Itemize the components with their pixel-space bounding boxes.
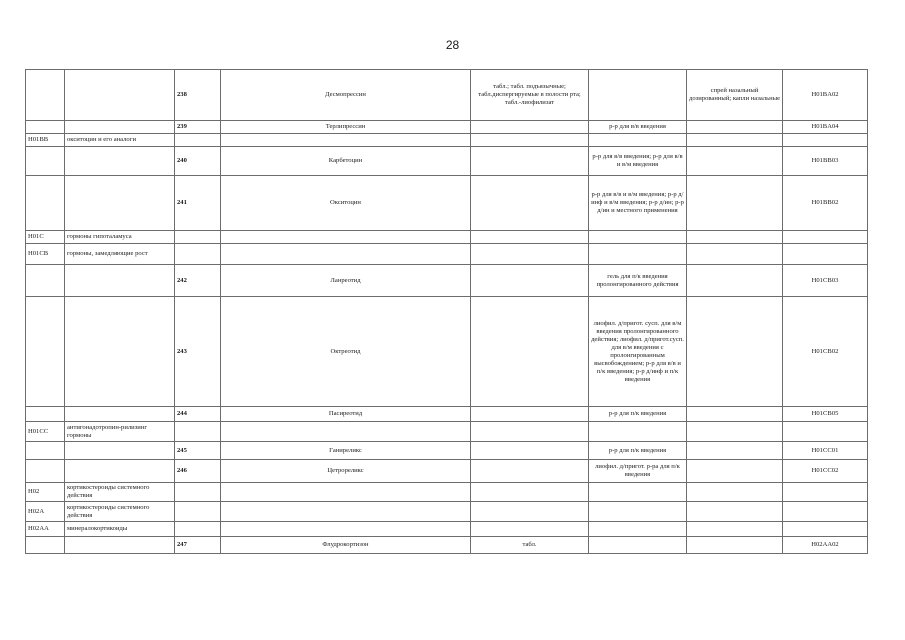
table-row — [26, 483, 868, 502]
table-row — [26, 134, 868, 147]
dosage-form-1 — [471, 483, 589, 502]
drug-name: Флудрокортизон — [221, 537, 471, 554]
row-number — [175, 244, 221, 265]
dosage-form-1 — [471, 121, 589, 134]
group-name: гормоны, замедляющие рост — [65, 244, 175, 265]
table-row — [26, 176, 868, 231]
atc-group-code — [26, 442, 65, 460]
dosage-form-1 — [471, 460, 589, 483]
dosage-form-1 — [471, 502, 589, 522]
row-number — [175, 522, 221, 537]
group-name: кортикостероиды системного действия — [65, 502, 175, 522]
dosage-form-2 — [589, 231, 687, 244]
drug-name — [221, 134, 471, 147]
dosage-form-1: табл.; табл. подъязычные; табл.диспергируемые в полости рта; табл.-лиофилизат — [471, 70, 589, 121]
atc-code — [783, 483, 868, 502]
dosage-form-2: лиофил. д/пригот. р-ра для п/к введения — [589, 460, 687, 483]
dosage-form-3 — [687, 537, 783, 554]
drug-name: Ланреотид — [221, 265, 471, 297]
dosage-form-3 — [687, 407, 783, 422]
atc-group-code — [26, 265, 65, 297]
dosage-form-2 — [589, 502, 687, 522]
table-row — [26, 502, 868, 522]
dosage-form-1 — [471, 522, 589, 537]
atc-group-code: H01BB — [26, 134, 65, 147]
atc-code — [783, 134, 868, 147]
row-number: 243 — [175, 297, 221, 407]
atc-code: H01CC01 — [783, 442, 868, 460]
group-name — [65, 442, 175, 460]
dosage-form-3 — [687, 176, 783, 231]
atc-group-code: H01CB — [26, 244, 65, 265]
drug-name: Терлипрессин — [221, 121, 471, 134]
atc-group-code — [26, 407, 65, 422]
dosage-form-2 — [589, 70, 687, 121]
atc-code: H01CB05 — [783, 407, 868, 422]
atc-code: H01BA02 — [783, 70, 868, 121]
atc-group-code — [26, 297, 65, 407]
dosage-form-2: гель для п/к введения пролонгированного действия — [589, 265, 687, 297]
atc-code — [783, 422, 868, 442]
atc-code: H01CB03 — [783, 265, 868, 297]
page-number: 28 — [445, 38, 460, 52]
dosage-form-2: р-р для п/к введения — [589, 442, 687, 460]
row-number: 245 — [175, 442, 221, 460]
dosage-form-3 — [687, 134, 783, 147]
dosage-form-3 — [687, 483, 783, 502]
row-number — [175, 134, 221, 147]
table-row — [26, 147, 868, 176]
group-name — [65, 265, 175, 297]
dosage-form-3 — [687, 297, 783, 407]
atc-code: H01BA04 — [783, 121, 868, 134]
atc-code: H01CB02 — [783, 297, 868, 407]
drug-table — [25, 69, 868, 554]
row-number — [175, 422, 221, 442]
table-row — [26, 297, 868, 407]
atc-code: H01CC02 — [783, 460, 868, 483]
row-number: 247 — [175, 537, 221, 554]
dosage-form-3 — [687, 244, 783, 265]
drug-name: Десмопрессин — [221, 70, 471, 121]
row-number: 240 — [175, 147, 221, 176]
atc-group-code — [26, 537, 65, 554]
group-name: гормоны гипоталамуса — [65, 231, 175, 244]
table-row — [26, 70, 868, 121]
group-name — [65, 121, 175, 134]
dosage-form-3 — [687, 522, 783, 537]
dosage-form-1 — [471, 422, 589, 442]
drug-name: Карбетоцин — [221, 147, 471, 176]
table-row — [26, 231, 868, 244]
dosage-form-2: р-р для в/в введения — [589, 121, 687, 134]
table-row — [26, 244, 868, 265]
atc-group-code: H01CC — [26, 422, 65, 442]
row-number — [175, 502, 221, 522]
dosage-form-1 — [471, 407, 589, 422]
dosage-form-2 — [589, 522, 687, 537]
dosage-form-3 — [687, 460, 783, 483]
table-row — [26, 522, 868, 537]
dosage-form-1 — [471, 134, 589, 147]
table-row — [26, 422, 868, 442]
dosage-form-1 — [471, 244, 589, 265]
drug-name — [221, 244, 471, 265]
group-name — [65, 537, 175, 554]
atc-group-code — [26, 176, 65, 231]
group-name — [65, 147, 175, 176]
dosage-form-1: табл. — [471, 537, 589, 554]
drug-name — [221, 502, 471, 522]
drug-name — [221, 483, 471, 502]
dosage-form-2 — [589, 134, 687, 147]
dosage-form-2: р-р для в/в и в/м введения; р-р д/инф и в/м введения; р-р д/ин; р-р д/ин и местного применения — [589, 176, 687, 231]
dosage-form-3 — [687, 121, 783, 134]
drug-name — [221, 231, 471, 244]
dosage-form-1 — [471, 265, 589, 297]
atc-group-code — [26, 147, 65, 176]
atc-code — [783, 231, 868, 244]
group-name — [65, 407, 175, 422]
atc-code — [783, 244, 868, 265]
atc-code: H01BB02 — [783, 176, 868, 231]
group-name: антигонадотропин-рилизинг гормоны — [65, 422, 175, 442]
dosage-form-3 — [687, 422, 783, 442]
table-row — [26, 460, 868, 483]
row-number: 241 — [175, 176, 221, 231]
group-name — [65, 70, 175, 121]
dosage-form-2 — [589, 422, 687, 442]
drug-name: Октреотид — [221, 297, 471, 407]
atc-code: H01BB03 — [783, 147, 868, 176]
dosage-form-2: р-р для п/к введения — [589, 407, 687, 422]
atc-code — [783, 522, 868, 537]
dosage-form-3 — [687, 502, 783, 522]
group-name: минералокортикоиды — [65, 522, 175, 537]
drug-name — [221, 522, 471, 537]
dosage-form-1 — [471, 176, 589, 231]
table-row — [26, 265, 868, 297]
row-number: 239 — [175, 121, 221, 134]
dosage-form-1 — [471, 147, 589, 176]
drug-name: Цетрореликс — [221, 460, 471, 483]
row-number — [175, 483, 221, 502]
table-row — [26, 407, 868, 422]
dosage-form-2 — [589, 537, 687, 554]
dosage-form-2 — [589, 244, 687, 265]
dosage-form-3 — [687, 442, 783, 460]
table-row — [26, 537, 868, 554]
row-number: 244 — [175, 407, 221, 422]
dosage-form-1 — [471, 442, 589, 460]
drug-name: Окситоцин — [221, 176, 471, 231]
group-name — [65, 176, 175, 231]
atc-code: H02AA02 — [783, 537, 868, 554]
row-number: 246 — [175, 460, 221, 483]
row-number — [175, 231, 221, 244]
row-number: 242 — [175, 265, 221, 297]
group-name — [65, 297, 175, 407]
atc-code — [783, 502, 868, 522]
atc-group-code: H01C — [26, 231, 65, 244]
dosage-form-3 — [687, 265, 783, 297]
group-name: кортикостероиды системного действия — [65, 483, 175, 502]
table-row — [26, 442, 868, 460]
dosage-form-3 — [687, 231, 783, 244]
row-number: 238 — [175, 70, 221, 121]
atc-group-code: H02A — [26, 502, 65, 522]
atc-group-code — [26, 70, 65, 121]
drug-name — [221, 422, 471, 442]
dosage-form-3 — [687, 147, 783, 176]
atc-group-code: H02AA — [26, 522, 65, 537]
group-name — [65, 460, 175, 483]
dosage-form-2: лиофил. д/пригот. сусп. для в/м введения пролонгированного действия; лиофил. д/пригот.сусп. для в/м введения с пролонгированным высвобождением; р-р для в/в и п/к введения; р-р д/инф и п/к введения — [589, 297, 687, 407]
table-row — [26, 121, 868, 134]
dosage-form-3: спрей назальный дозированный; капли назальные — [687, 70, 783, 121]
dosage-form-2: р-р для в/в введения; р-р для в/в и в/м введения — [589, 147, 687, 176]
drug-name: Пасиреотид — [221, 407, 471, 422]
drug-name: Ганиреликс — [221, 442, 471, 460]
atc-group-code: H02 — [26, 483, 65, 502]
atc-group-code — [26, 460, 65, 483]
dosage-form-1 — [471, 231, 589, 244]
dosage-form-1 — [471, 297, 589, 407]
atc-group-code — [26, 121, 65, 134]
dosage-form-2 — [589, 483, 687, 502]
group-name: окситоцин и его аналоги — [65, 134, 175, 147]
